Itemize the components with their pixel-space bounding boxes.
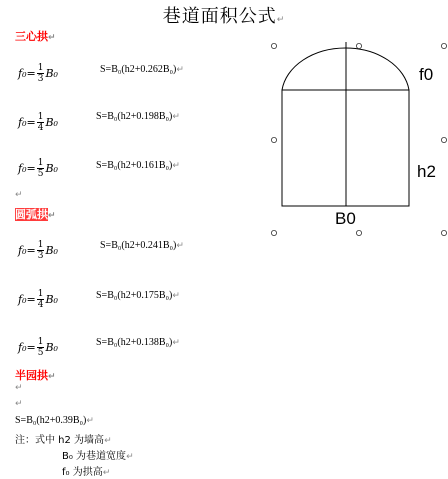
arch-height-ratio: f₀= $\frac{1}{5}$ B₀ (18, 158, 58, 179)
arch-height-ratio: f₀= $\frac{1}{5}$ B₀ (18, 337, 58, 358)
arch-height-ratio: f₀= $\frac{1}{4}$ B₀ (18, 289, 58, 310)
area-formula: S=B₀(h2+0.198B₀)↵ (96, 111, 180, 122)
resize-handle[interactable] (356, 230, 361, 235)
section-heading-circular-arch: 圆弧拱↵ (15, 208, 56, 221)
note-wall-height: 注：式中 h2 为墙高↵ (15, 435, 112, 446)
resize-handle[interactable] (271, 230, 276, 235)
paragraph-mark: ↵ (15, 190, 23, 200)
area-formula: S=B₀(h2+0.175B₀)↵ (96, 290, 180, 301)
label-width: B0 (335, 209, 356, 228)
area-formula: S=B₀(h2+0.138B₀)↵ (96, 337, 180, 348)
resize-handle[interactable] (271, 43, 276, 48)
resize-handle[interactable] (271, 137, 276, 142)
section-heading-three-center-arch: 三心拱↵ (15, 30, 56, 43)
note-width: B₀ 为巷道宽度↵ (62, 451, 134, 462)
resize-handle[interactable] (356, 43, 361, 48)
arch-height-ratio: f₀= $\frac{1}{3}$ B₀ (18, 240, 58, 261)
note-arch-height: f₀ 为拱高↵ (62, 467, 111, 478)
section-heading-semicircle-arch: 半园拱↵ (15, 369, 56, 382)
semicircle-area-formula: S=B₀(h2+0.39B₀)↵ (15, 415, 94, 426)
arch-height-ratio: f₀= $\frac{1}{3}$ B₀ (18, 63, 58, 84)
paragraph-mark: ↵ (15, 399, 23, 409)
label-arch-height: f0 (419, 65, 434, 84)
page-title: 巷道面积公式↵ (162, 6, 286, 27)
label-wall-height: h2 (417, 162, 436, 181)
area-formula: S=B₀(h2+0.161B₀)↵ (96, 160, 180, 171)
area-formula: S=B₀(h2+0.262B₀)↵ (100, 64, 184, 75)
paragraph-mark: ↵ (15, 383, 23, 393)
resize-handle[interactable] (441, 137, 446, 142)
arch-height-ratio: f₀= $\frac{1}{4}$ B₀ (18, 112, 58, 133)
area-formula: S=B₀(h2+0.241B₀)↵ (100, 240, 184, 251)
resize-handle[interactable] (441, 230, 446, 235)
resize-handle[interactable] (441, 43, 446, 48)
